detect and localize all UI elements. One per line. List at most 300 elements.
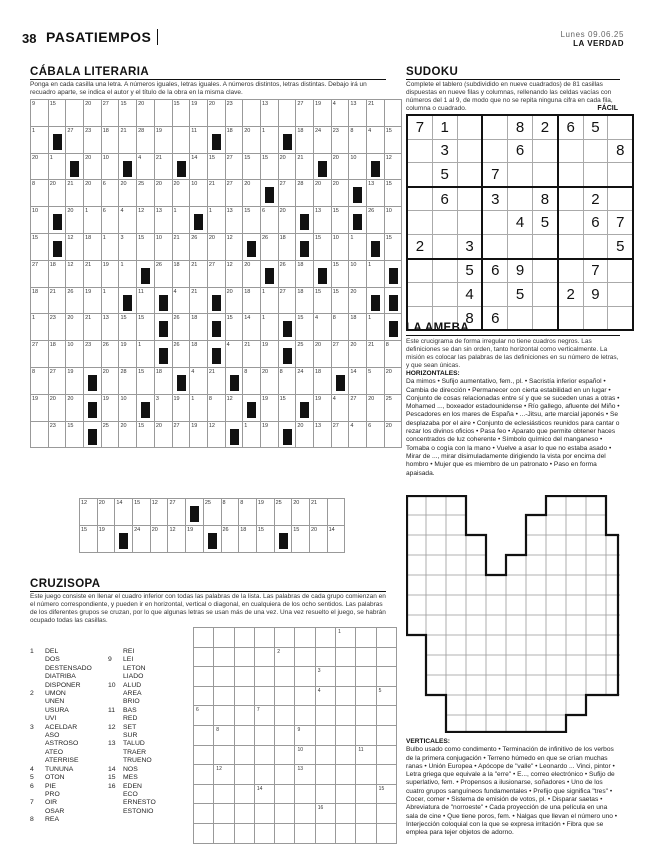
cabala-cell[interactable] [314,233,332,260]
cruzisopa-cell[interactable] [194,686,214,706]
cabala-cell[interactable] [31,421,49,448]
cabala-key-cell[interactable] [292,525,310,552]
cabala-cell[interactable] [243,100,261,127]
cabala-cell[interactable] [314,394,332,421]
cruzisopa-cell[interactable] [295,706,315,726]
cabala-cell[interactable] [172,100,190,127]
cruzisopa-cell[interactable] [336,706,356,726]
cabala-cell[interactable] [278,100,296,127]
cabala-cell[interactable] [296,314,314,341]
cabala-key-cell[interactable] [150,499,168,526]
cabala-key-cell[interactable] [274,499,292,526]
cruzisopa-cell[interactable] [234,706,254,726]
cruzisopa-cell[interactable] [194,823,214,843]
cruzisopa-cell[interactable] [275,706,295,726]
cabala-cell[interactable] [384,421,402,448]
cruzisopa-cell[interactable] [234,628,254,648]
cabala-cell[interactable] [84,100,102,127]
cabala-cell[interactable] [172,207,190,234]
cruzisopa-cell[interactable] [336,628,356,648]
cabala-cell[interactable] [66,153,84,180]
sudoku-cell[interactable] [407,283,432,307]
cabala-cell[interactable] [48,126,66,153]
cabala-cell[interactable] [190,314,208,341]
cabala-cell[interactable] [207,207,225,234]
cabala-key-cell[interactable] [221,525,239,552]
cabala-cell[interactable] [137,394,155,421]
cabala-cell[interactable] [367,233,385,260]
cruzisopa-cell[interactable] [356,725,376,745]
cabala-cell[interactable] [84,260,102,287]
cabala-cell[interactable] [154,100,172,127]
cabala-cell[interactable] [260,394,278,421]
sudoku-cell[interactable] [457,163,482,187]
cabala-cell[interactable] [367,100,385,127]
sudoku-cell[interactable] [457,211,482,235]
cabala-cell[interactable] [66,367,84,394]
cabala-cell[interactable] [172,287,190,314]
cabala-cell[interactable] [137,421,155,448]
cabala-cell[interactable] [137,233,155,260]
sudoku-cell[interactable] [532,234,557,258]
cruzisopa-cell[interactable] [194,725,214,745]
cruzisopa-cell[interactable] [295,686,315,706]
cabala-cell[interactable] [260,341,278,368]
cabala-cell[interactable] [207,367,225,394]
cruzisopa-cell[interactable] [295,647,315,667]
cabala-cell[interactable] [172,421,190,448]
cabala-cell[interactable] [331,260,349,287]
cabala-cell[interactable] [367,367,385,394]
sudoku-cell[interactable] [608,163,633,187]
sudoku-cell[interactable] [608,306,633,330]
sudoku-cell[interactable] [532,163,557,187]
cruzisopa-cell[interactable] [254,804,274,824]
cabala-cell[interactable] [314,314,332,341]
cabala-cell[interactable] [84,287,102,314]
sudoku-cell[interactable] [583,234,608,258]
cabala-cell[interactable] [278,153,296,180]
cabala-cell[interactable] [243,180,261,207]
cruzisopa-cell[interactable] [234,686,254,706]
sudoku-cell[interactable] [482,283,507,307]
sudoku-cell[interactable] [558,234,583,258]
cabala-cell[interactable] [190,126,208,153]
cruzisopa-cell[interactable] [315,686,335,706]
cabala-cell[interactable] [314,341,332,368]
cabala-cell[interactable] [296,233,314,260]
cabala-cell[interactable] [384,153,402,180]
cabala-cell[interactable] [243,287,261,314]
cabala-cell[interactable] [119,207,137,234]
cabala-cell[interactable] [367,126,385,153]
cruzisopa-cell[interactable] [214,784,234,804]
cruzisopa-cell[interactable] [315,823,335,843]
cruzisopa-cell[interactable] [194,765,214,785]
sudoku-cell[interactable] [407,187,432,211]
cruzisopa-cell[interactable] [356,706,376,726]
cabala-cell[interactable] [384,100,402,127]
cabala-cell[interactable] [225,287,243,314]
cabala-cell[interactable] [66,207,84,234]
cabala-cell[interactable] [207,153,225,180]
cruzisopa-cell[interactable] [254,765,274,785]
cabala-cell[interactable] [137,126,155,153]
cabala-cell[interactable] [225,367,243,394]
cabala-cell[interactable] [137,153,155,180]
cabala-cell[interactable] [207,260,225,287]
cabala-cell[interactable] [84,341,102,368]
cruzisopa-cell[interactable] [295,823,315,843]
cabala-cell[interactable] [349,314,367,341]
cruzisopa-cell[interactable] [295,784,315,804]
cabala-cell[interactable] [384,341,402,368]
cabala-cell[interactable] [260,100,278,127]
cruzisopa-cell[interactable] [376,823,396,843]
cabala-cell[interactable] [190,207,208,234]
cruzisopa-cell[interactable] [295,765,315,785]
cruzisopa-cell[interactable] [336,667,356,687]
cabala-cell[interactable] [243,260,261,287]
cabala-cell[interactable] [48,180,66,207]
cabala-cell[interactable] [296,367,314,394]
cabala-cell[interactable] [331,367,349,394]
cruzisopa-cell[interactable] [214,804,234,824]
sudoku-cell[interactable] [508,187,533,211]
cabala-cell[interactable] [384,260,402,287]
cabala-cell[interactable] [225,394,243,421]
cabala-key-cell[interactable] [80,499,98,526]
cabala-cell[interactable] [66,287,84,314]
cabala-cell[interactable] [225,314,243,341]
cabala-cell[interactable] [278,394,296,421]
cabala-cell[interactable] [243,126,261,153]
cruzisopa-cell[interactable] [376,647,396,667]
cabala-key-cell[interactable] [256,499,274,526]
cabala-cell[interactable] [207,180,225,207]
cabala-cell[interactable] [225,341,243,368]
cruzisopa-cell[interactable] [295,745,315,765]
cabala-cell[interactable] [190,287,208,314]
cruzisopa-cell[interactable] [194,706,214,726]
cabala-cell[interactable] [101,207,119,234]
cabala-cell[interactable] [31,126,49,153]
cabala-cell[interactable] [119,126,137,153]
cabala-key-cell[interactable] [168,525,186,552]
cruzisopa-cell[interactable] [194,628,214,648]
cruzisopa-cell[interactable] [254,686,274,706]
cabala-cell[interactable] [367,153,385,180]
sudoku-cell[interactable] [608,115,633,139]
cabala-cell[interactable] [260,153,278,180]
cabala-cell[interactable] [349,394,367,421]
cruzisopa-cell[interactable] [336,765,356,785]
cruzisopa-cell[interactable] [275,784,295,804]
cabala-cell[interactable] [84,207,102,234]
cabala-cell[interactable] [384,233,402,260]
cabala-key-cell[interactable] [256,525,274,552]
cruzisopa-cell[interactable] [356,647,376,667]
cabala-cell[interactable] [367,180,385,207]
cruzisopa-cell[interactable] [234,784,254,804]
sudoku-cell[interactable] [432,211,457,235]
cabala-cell[interactable] [101,153,119,180]
cabala-cell[interactable] [101,394,119,421]
cruzisopa-cell[interactable] [315,628,335,648]
cabala-cell[interactable] [31,394,49,421]
cabala-key-cell[interactable] [186,525,204,552]
cabala-cell[interactable] [172,341,190,368]
cabala-cell[interactable] [278,341,296,368]
cabala-cell[interactable] [331,314,349,341]
cruzisopa-cell[interactable] [214,628,234,648]
cabala-cell[interactable] [331,287,349,314]
cruzisopa-cell[interactable] [194,647,214,667]
cabala-cell[interactable] [119,367,137,394]
cabala-cell[interactable] [48,421,66,448]
cruzisopa-cell[interactable] [336,647,356,667]
cruzisopa-cell[interactable] [214,745,234,765]
cruzisopa-cell[interactable] [214,647,234,667]
sudoku-cell[interactable] [508,234,533,258]
cabala-cell[interactable] [190,153,208,180]
cabala-cell[interactable] [154,394,172,421]
cabala-cell[interactable] [48,314,66,341]
cruzisopa-cell[interactable] [336,804,356,824]
cabala-cell[interactable] [384,287,402,314]
cabala-cell[interactable] [314,126,332,153]
cruzisopa-cell[interactable] [376,706,396,726]
cabala-cell[interactable] [172,260,190,287]
sudoku-cell[interactable] [608,259,633,283]
cabala-cell[interactable] [31,233,49,260]
sudoku-cell[interactable] [432,283,457,307]
cabala-cell[interactable] [172,367,190,394]
cruzisopa-cell[interactable] [356,784,376,804]
cabala-cell[interactable] [367,207,385,234]
cabala-cell[interactable] [349,207,367,234]
cruzisopa-cell[interactable] [356,823,376,843]
cruzisopa-cell[interactable] [376,628,396,648]
sudoku-cell[interactable] [608,283,633,307]
cabala-cell[interactable] [84,314,102,341]
cabala-cell[interactable] [260,421,278,448]
cabala-cell[interactable] [207,421,225,448]
cabala-cell[interactable] [314,367,332,394]
sudoku-cell[interactable] [432,259,457,283]
cabala-cell[interactable] [48,367,66,394]
cabala-key-cell[interactable] [221,499,239,526]
cabala-cell[interactable] [84,180,102,207]
cabala-cell[interactable] [278,180,296,207]
cabala-cell[interactable] [243,233,261,260]
cabala-cell[interactable] [137,287,155,314]
cabala-cell[interactable] [243,367,261,394]
cruzisopa-cell[interactable] [275,765,295,785]
cabala-cell[interactable] [243,421,261,448]
cabala-cell[interactable] [172,314,190,341]
cruzisopa-cell[interactable] [275,725,295,745]
cruzisopa-cell[interactable] [315,765,335,785]
cabala-cell[interactable] [225,207,243,234]
sudoku-cell[interactable] [482,115,507,139]
cabala-cell[interactable] [349,287,367,314]
cabala-cell[interactable] [207,314,225,341]
sudoku-cell[interactable] [583,163,608,187]
cruzisopa-cell[interactable] [254,725,274,745]
cabala-cell[interactable] [172,126,190,153]
cruzisopa-cell[interactable] [275,745,295,765]
cabala-cell[interactable] [66,180,84,207]
cabala-cell[interactable] [84,233,102,260]
sudoku-cell[interactable] [457,139,482,163]
cabala-cell[interactable] [31,153,49,180]
sudoku-cell[interactable] [508,163,533,187]
sudoku-cell[interactable] [583,306,608,330]
cabala-cell[interactable] [66,233,84,260]
cabala-cell[interactable] [31,341,49,368]
cabala-cell[interactable] [66,260,84,287]
cabala-cell[interactable] [225,260,243,287]
cabala-cell[interactable] [384,180,402,207]
cabala-cell[interactable] [331,233,349,260]
cabala-cell[interactable] [260,180,278,207]
cabala-cell[interactable] [296,100,314,127]
cabala-cell[interactable] [296,126,314,153]
sudoku-cell[interactable] [407,211,432,235]
cabala-cell[interactable] [331,126,349,153]
cruzisopa-cell[interactable] [214,667,234,687]
sudoku-cell[interactable] [482,139,507,163]
cruzisopa-cell[interactable] [356,686,376,706]
cabala-cell[interactable] [101,100,119,127]
cabala-cell[interactable] [119,100,137,127]
sudoku-cell[interactable] [508,306,533,330]
cabala-cell[interactable] [314,260,332,287]
cruzisopa-cell[interactable] [234,647,254,667]
cabala-cell[interactable] [31,367,49,394]
cabala-cell[interactable] [260,314,278,341]
cabala-cell[interactable] [207,341,225,368]
cruzisopa-cell[interactable] [254,706,274,726]
cabala-key-cell[interactable] [115,499,133,526]
cabala-cell[interactable] [243,394,261,421]
cabala-cell[interactable] [154,260,172,287]
cruzisopa-cell[interactable] [214,725,234,745]
cruzisopa-cell[interactable] [234,823,254,843]
cruzisopa-cell[interactable] [336,823,356,843]
cruzisopa-cell[interactable] [376,784,396,804]
cabala-cell[interactable] [278,314,296,341]
cruzisopa-cell[interactable] [315,745,335,765]
cruzisopa-cell[interactable] [315,804,335,824]
cabala-cell[interactable] [66,126,84,153]
cabala-key-cell[interactable] [168,499,186,526]
cruzisopa-cell[interactable] [275,647,295,667]
cabala-cell[interactable] [296,260,314,287]
sudoku-cell[interactable] [583,139,608,163]
cruzisopa-cell[interactable] [234,725,254,745]
cabala-cell[interactable] [154,153,172,180]
cabala-cell[interactable] [349,100,367,127]
cabala-cell[interactable] [384,394,402,421]
cabala-cell[interactable] [190,180,208,207]
cabala-cell[interactable] [66,394,84,421]
cabala-key-cell[interactable] [309,525,327,552]
sudoku-cell[interactable] [457,187,482,211]
cabala-cell[interactable] [278,260,296,287]
cruzisopa-cell[interactable] [234,804,254,824]
sudoku-cell[interactable] [432,234,457,258]
sudoku-cell[interactable] [558,163,583,187]
cabala-cell[interactable] [225,421,243,448]
cabala-key-cell[interactable] [133,525,151,552]
cabala-cell[interactable] [314,207,332,234]
cabala-cell[interactable] [119,421,137,448]
cabala-key-cell[interactable] [97,525,115,552]
cabala-cell[interactable] [207,394,225,421]
cabala-cell[interactable] [172,233,190,260]
cabala-cell[interactable] [119,394,137,421]
cabala-cell[interactable] [31,287,49,314]
cabala-cell[interactable] [137,260,155,287]
cabala-key-cell[interactable] [97,499,115,526]
cabala-cell[interactable] [349,421,367,448]
cabala-cell[interactable] [384,314,402,341]
cabala-cell[interactable] [190,367,208,394]
cabala-cell[interactable] [296,394,314,421]
sudoku-cell[interactable] [558,211,583,235]
cabala-cell[interactable] [101,367,119,394]
cabala-cell[interactable] [48,260,66,287]
cruzisopa-cell[interactable] [376,745,396,765]
cabala-cell[interactable] [154,180,172,207]
cabala-cell[interactable] [190,421,208,448]
cabala-cell[interactable] [296,180,314,207]
cabala-cell[interactable] [101,180,119,207]
cabala-cell[interactable] [384,207,402,234]
cruzisopa-cell[interactable] [214,765,234,785]
cabala-cell[interactable] [349,367,367,394]
cruzisopa-cell[interactable] [194,745,214,765]
cabala-cell[interactable] [243,341,261,368]
cabala-cell[interactable] [314,421,332,448]
cabala-key-cell[interactable] [80,525,98,552]
sudoku-cell[interactable] [532,139,557,163]
cabala-cell[interactable] [349,153,367,180]
cabala-cell[interactable] [367,260,385,287]
cruzisopa-cell[interactable] [234,765,254,785]
cruzisopa-cell[interactable] [234,745,254,765]
cabala-cell[interactable] [278,367,296,394]
cabala-cell[interactable] [137,180,155,207]
cabala-cell[interactable] [101,287,119,314]
cruzisopa-cell[interactable] [194,804,214,824]
cabala-cell[interactable] [137,341,155,368]
cabala-cell[interactable] [384,126,402,153]
cruzisopa-cell[interactable] [295,628,315,648]
cruzisopa-cell[interactable] [254,628,274,648]
cabala-cell[interactable] [296,153,314,180]
cabala-cell[interactable] [314,180,332,207]
cabala-cell[interactable] [296,287,314,314]
cabala-cell[interactable] [101,421,119,448]
cruzisopa-cell[interactable] [254,745,274,765]
cabala-cell[interactable] [296,207,314,234]
cabala-cell[interactable] [119,233,137,260]
cabala-cell[interactable] [137,100,155,127]
cabala-cell[interactable] [225,153,243,180]
